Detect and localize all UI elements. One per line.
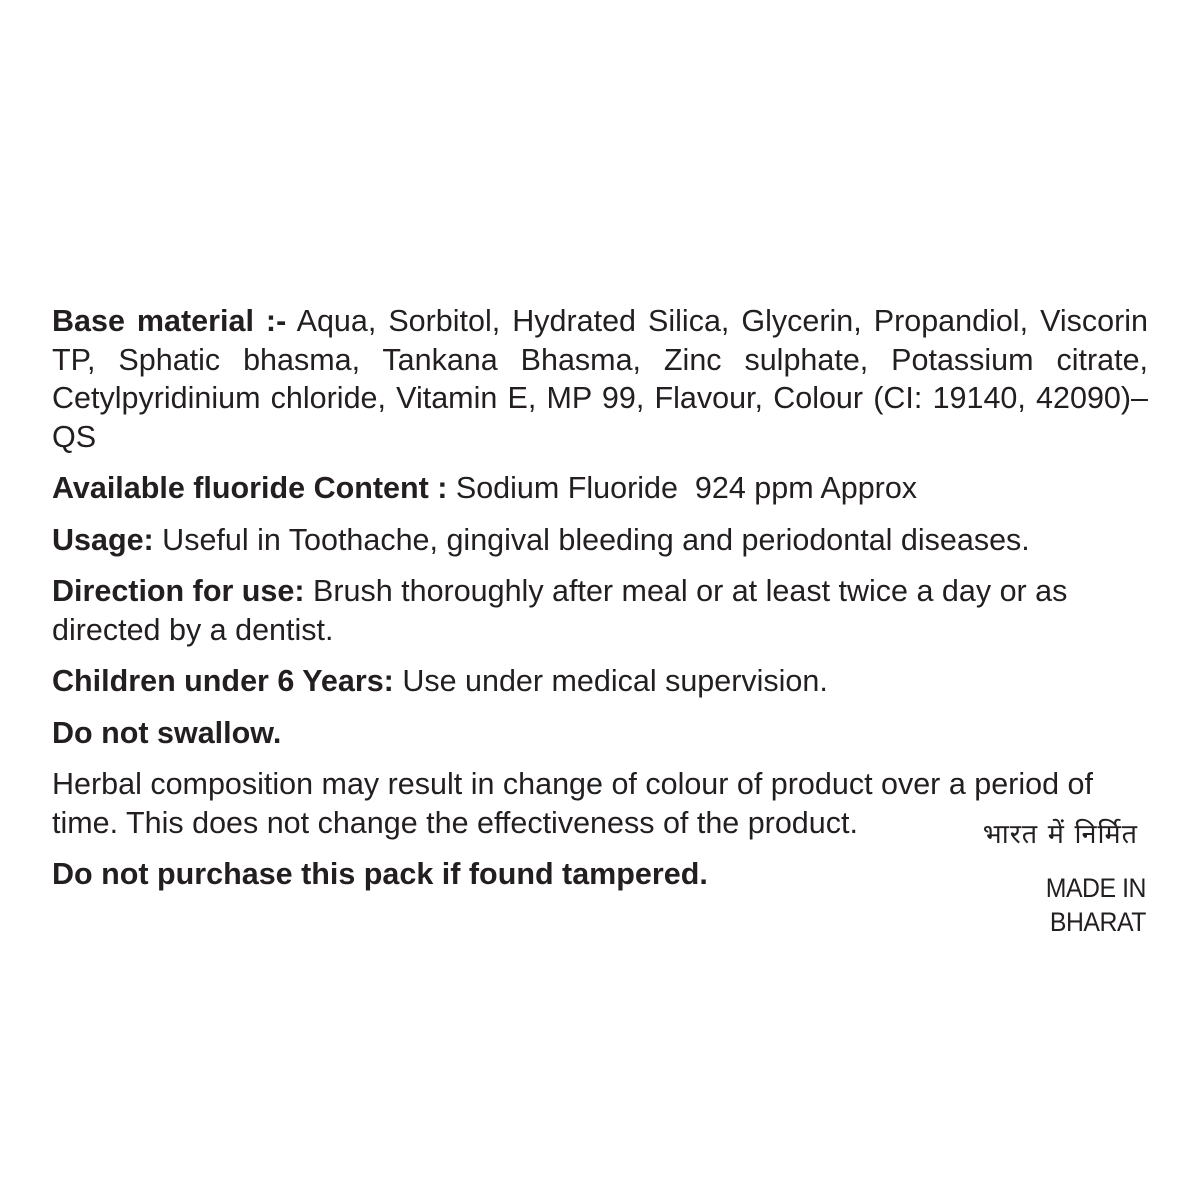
made-in-hindi: भारत में निर्मित [982, 819, 1138, 850]
direction-paragraph [52, 572, 1148, 649]
usage-label: Usage: [52, 522, 154, 557]
product-label-panel [52, 302, 1148, 937]
made-in-bharat-mark [926, 815, 1146, 939]
direction-label: Direction for use: [52, 574, 305, 608]
fluoride-content-label: Available fluoride Content : [52, 471, 448, 505]
tamper-warning: Do not purchase this pack if found tampered. [52, 857, 708, 891]
herbal-note-text: Herbal composition may result in change of colour of product over a period of time. This does not change the effectiveness of the product. [52, 767, 1093, 840]
base-material-paragraph [52, 302, 1148, 456]
made-in-english: MADE IN BHARAT [1045, 873, 1146, 937]
base-material-label: Base material :- [52, 304, 287, 338]
footer-row [52, 765, 1148, 937]
children-paragraph [52, 662, 1148, 701]
swallow-warning: Do not swallow. [52, 715, 282, 750]
usage-text: Useful in Toothache, gingival bleeding and periodontal diseases. [153, 522, 1030, 557]
usage-paragraph [52, 521, 1148, 560]
children-label: Children under 6 Years: [52, 664, 394, 698]
direction-text: Brush thoroughly after meal or at least twice a day or as directed by a dentist. [52, 574, 1068, 647]
fluoride-content-text: Sodium Fluoride 924 ppm Approx [447, 471, 918, 505]
base-material-text: Aqua, Sorbitol, Hydrated Silica, Glycerin, Propandiol, Viscorin TP, Sphatic bhasma, Tankana Bhasma, Zinc sulphate, Potassium citrate, Cetylpyridinium chloride, Vitamin E, MP 99, Flavour, Colour (CI: 19140, 42090)–QS [52, 304, 1148, 454]
fluoride-content-paragraph [52, 469, 1148, 508]
children-text: Use under medical supervision. [393, 664, 828, 698]
